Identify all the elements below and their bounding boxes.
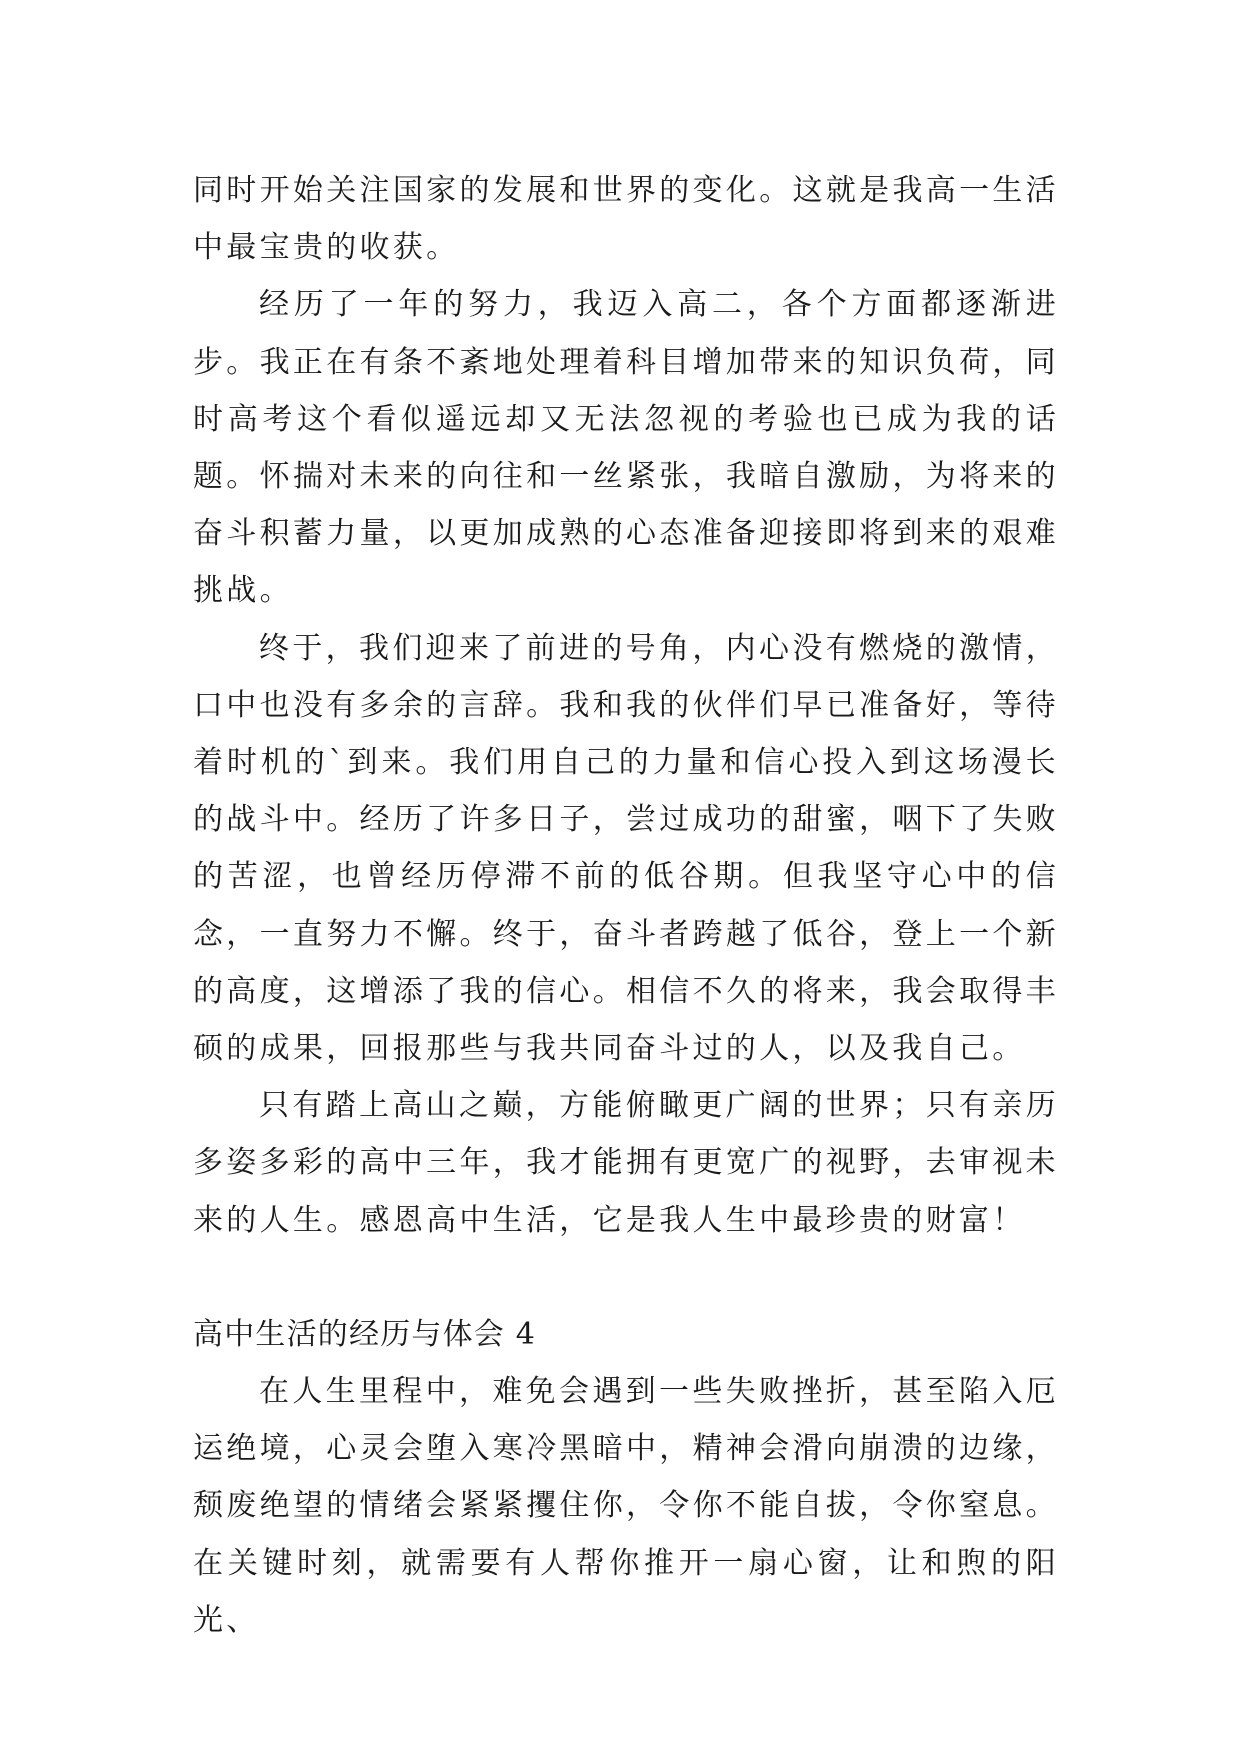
document-body [193, 162, 1059, 1649]
paragraph-setbacks: 在人生里程中，难免会遇到一些失败挫折，甚至陷入厄运绝境，心灵会堕入寒冷黑暗中，精神会滑向崩溃的边缘，颓废绝望的情绪会紧紧攫住你，令你不能自拔，令你窒息。在关键时刻，就需要有人帮你推开一扇心窗，让和煦的阳光、 [193, 1374, 1059, 1638]
section-heading: 高中生活的经历与体会 4 [193, 1316, 537, 1352]
paragraph-continued: 同时开始关注国家的发展和世界的变化。这就是我高一生活中最宝贵的收获。 [193, 173, 1059, 266]
section-gap [193, 1249, 1059, 1306]
paragraph-struggle: 终于，我们迎来了前进的号角，内心没有燃烧的激情，口中也没有多余的言辞。我和我的伙伴们早已准备好，等待着时机的`到来。我们用自己的力量和信心投入到这场漫长的战斗中。经历了许多日子，尝过成功的甜蜜，咽下了失败的苦涩，也曾经历停滞不前的低谷期。但我坚守心中的信念，一直努力不懈。终于，奋斗者跨越了低谷，登上一个新的高度，这增添了我的信心。相信不久的将来，我会取得丰硕的成果，回报那些与我共同奋斗过的人，以及我自己。 [193, 630, 1059, 1067]
paragraph-gratitude: 只有踏上高山之巅，方能俯瞰更广阔的世界；只有亲历多姿多彩的高中三年，我才能拥有更宽广的视野，去审视未来的人生。感恩高中生活，它是我人生中最珍贵的财富！ [193, 1088, 1059, 1238]
paragraph-second-year: 经历了一年的努力，我迈入高二，各个方面都逐渐进步。我正在有条不紊地处理着科目增加带来的知识负荷，同时高考这个看似遥远却又无法忽视的考验也已成为我的话题。怀揣对未来的向往和一丝紧张，我暗自激励，为将来的奋斗积蓄力量，以更加成熟的心态准备迎接即将到来的艰难挑战。 [193, 287, 1059, 609]
